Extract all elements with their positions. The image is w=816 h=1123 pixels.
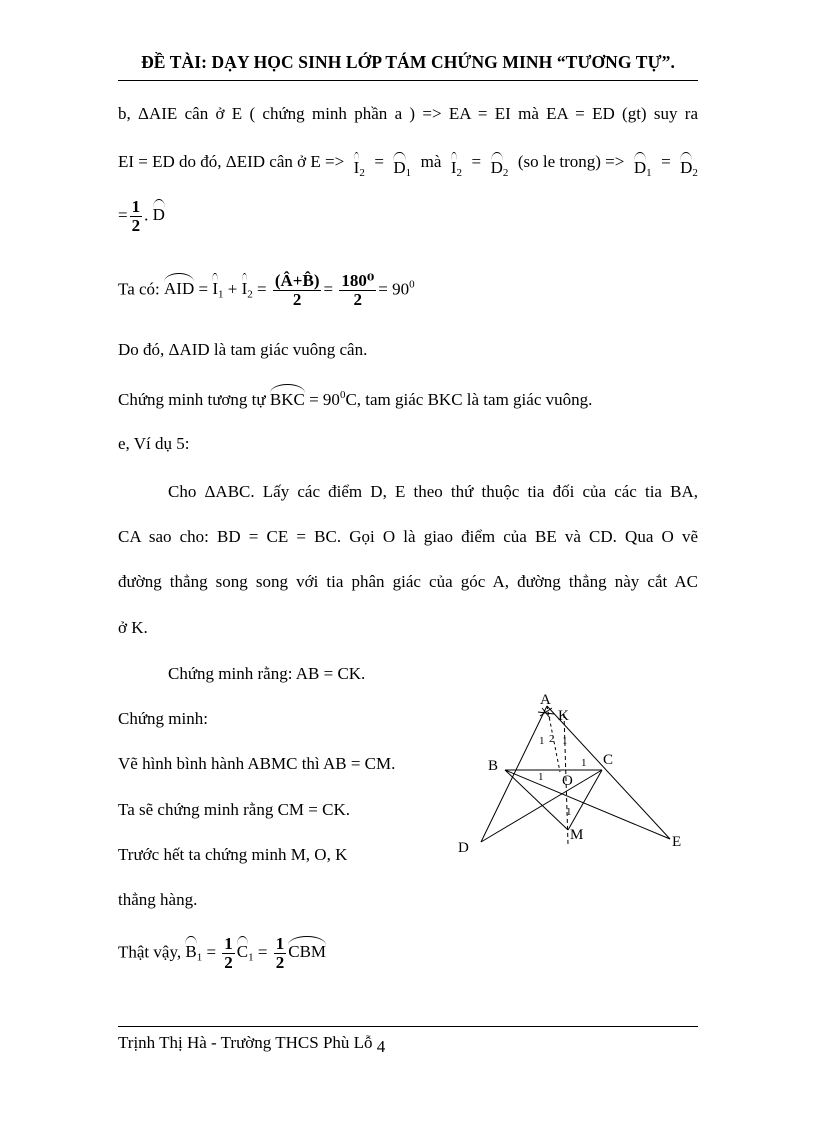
- proof-heading: Chứng minh:: [118, 709, 208, 728]
- paragraph-line-10: đường thẳng song song với tia phân giác của góc A, đường thẳng này cắt AC: [118, 572, 698, 591]
- label-m: M: [570, 827, 584, 843]
- angle-a-hatch: [538, 708, 554, 718]
- page-number: 4: [376, 1037, 386, 1056]
- svg-text:1: 1: [539, 735, 545, 747]
- label-a: A: [540, 692, 551, 708]
- line2-angle-i2: $I_2$: [354, 152, 365, 179]
- line2-angle-d1b: $D_1$: [634, 152, 652, 179]
- paragraph-line-11: ở K.: [118, 618, 148, 637]
- svg-text:1: 1: [562, 735, 568, 747]
- label-k: K: [558, 708, 569, 724]
- label-b: B: [488, 758, 499, 774]
- example-heading: e, Ví dụ 5:: [118, 434, 190, 453]
- fraction-a-plus-b-over-2: $\frac{(Â+B̂)}{2}$: [274, 271, 320, 309]
- page-header-title: ĐỀ TÀI: DẠY HỌC SINH LỚP TÁM CHỨNG MINH “TƯƠNG TỰ”.: [141, 52, 675, 72]
- problem-statement: Chứng minh rằng: AB = CK.: [168, 664, 366, 683]
- footer-author: Trịnh Thị Hà - Trường THCS Phù Lỗ: [118, 1033, 373, 1052]
- paragraph-line-5: Do đó, ΔAID là tam giác vuông cân.: [118, 340, 368, 359]
- segment-b-e: [505, 770, 670, 839]
- angle-aid: AID: [164, 273, 194, 299]
- segment-c-m: [568, 770, 602, 830]
- line2-angle-i2b: $I_2$: [451, 152, 462, 179]
- segment-b-m: [505, 770, 568, 830]
- angle-cbm: CBM: [288, 936, 326, 962]
- angle-d: D: [153, 199, 165, 225]
- label-o: O: [562, 773, 573, 789]
- paragraph-line-17: thẳng hàng.: [118, 890, 198, 909]
- label-d: D: [458, 840, 469, 854]
- fraction-one-half-b: $\frac{1}{2}$: [224, 934, 233, 972]
- svg-text:1: 1: [566, 806, 572, 818]
- page-footer: [118, 1033, 385, 1057]
- line2-angle-d2: $D_2$: [491, 152, 509, 179]
- line2-text: EI = ED do đó, ΔEID cân ở E =>: [118, 152, 345, 171]
- paragraph-line-1: b, ΔAIE cân ở E ( chứng minh phần a ) => EA = EI mà EA = ED (gt) suy ra: [118, 104, 698, 123]
- paragraph-line-15: Ta sẽ chứng minh rằng CM = CK.: [118, 800, 350, 819]
- fraction-one-half-c: $\frac{1}{2}$: [275, 934, 285, 972]
- geometry-figure: [452, 684, 692, 854]
- svg-text:1: 1: [538, 771, 544, 783]
- paragraph-line-6: Chứng minh tương tự BKC = $90^0C$, tam giác BKC là tam giác vuông.: [118, 384, 592, 410]
- paragraph-line-9: CA sao cho: BD = CE = BC. Gọi O là giao điểm của BE và CD. Qua O vẽ: [118, 527, 698, 546]
- paragraph-line-4: Ta có: AID = $I_1 + I_2$ = $\frac{(Â+B̂)}{2}$ = $\frac{\text{180⁰}}{2}$ = $90^0$: [118, 271, 415, 309]
- line2-angle-d1: $D_1$: [393, 152, 411, 179]
- header-divider: [118, 80, 698, 81]
- label-c: C: [603, 752, 614, 768]
- label-e: E: [672, 834, 682, 850]
- footer-divider: [118, 1026, 698, 1027]
- svg-text:2: 2: [549, 733, 555, 745]
- paragraph-line-8: Cho ΔABC. Lấy các điểm D, E theo thứ thuộc tia đối của các tia BA,: [168, 482, 698, 501]
- paragraph-line-14: Vẽ hình bình hành ABMC thì AB = CM.: [118, 754, 396, 773]
- svg-text:1: 1: [581, 757, 587, 769]
- paragraph-line-2: EI = ED do đó, ΔEID cân ở E => $I_2$ = $D_1$ mà $I_2$ = $D_2$ (so le trong) => $D_1$ = $D_2$: [118, 152, 698, 179]
- line2-angle-d2b: $D_2$: [680, 152, 698, 179]
- fraction-180-over-2: $\frac{\text{180⁰}}{2}$: [341, 271, 375, 309]
- angle-bkc: BKC: [270, 384, 305, 410]
- fraction-one-half: $\frac{1}{2}$: [131, 197, 141, 235]
- paragraph-line-3: = $\frac{1}{2}$ . D: [118, 197, 165, 235]
- paragraph-line-18: Thật vậy, $B_1$ = $\frac{1}{2}$ $C_1$ = $\frac{1}{2}$ CBM: [118, 934, 327, 972]
- paragraph-line-16: Trước hết ta chứng minh M, O, K: [118, 845, 348, 864]
